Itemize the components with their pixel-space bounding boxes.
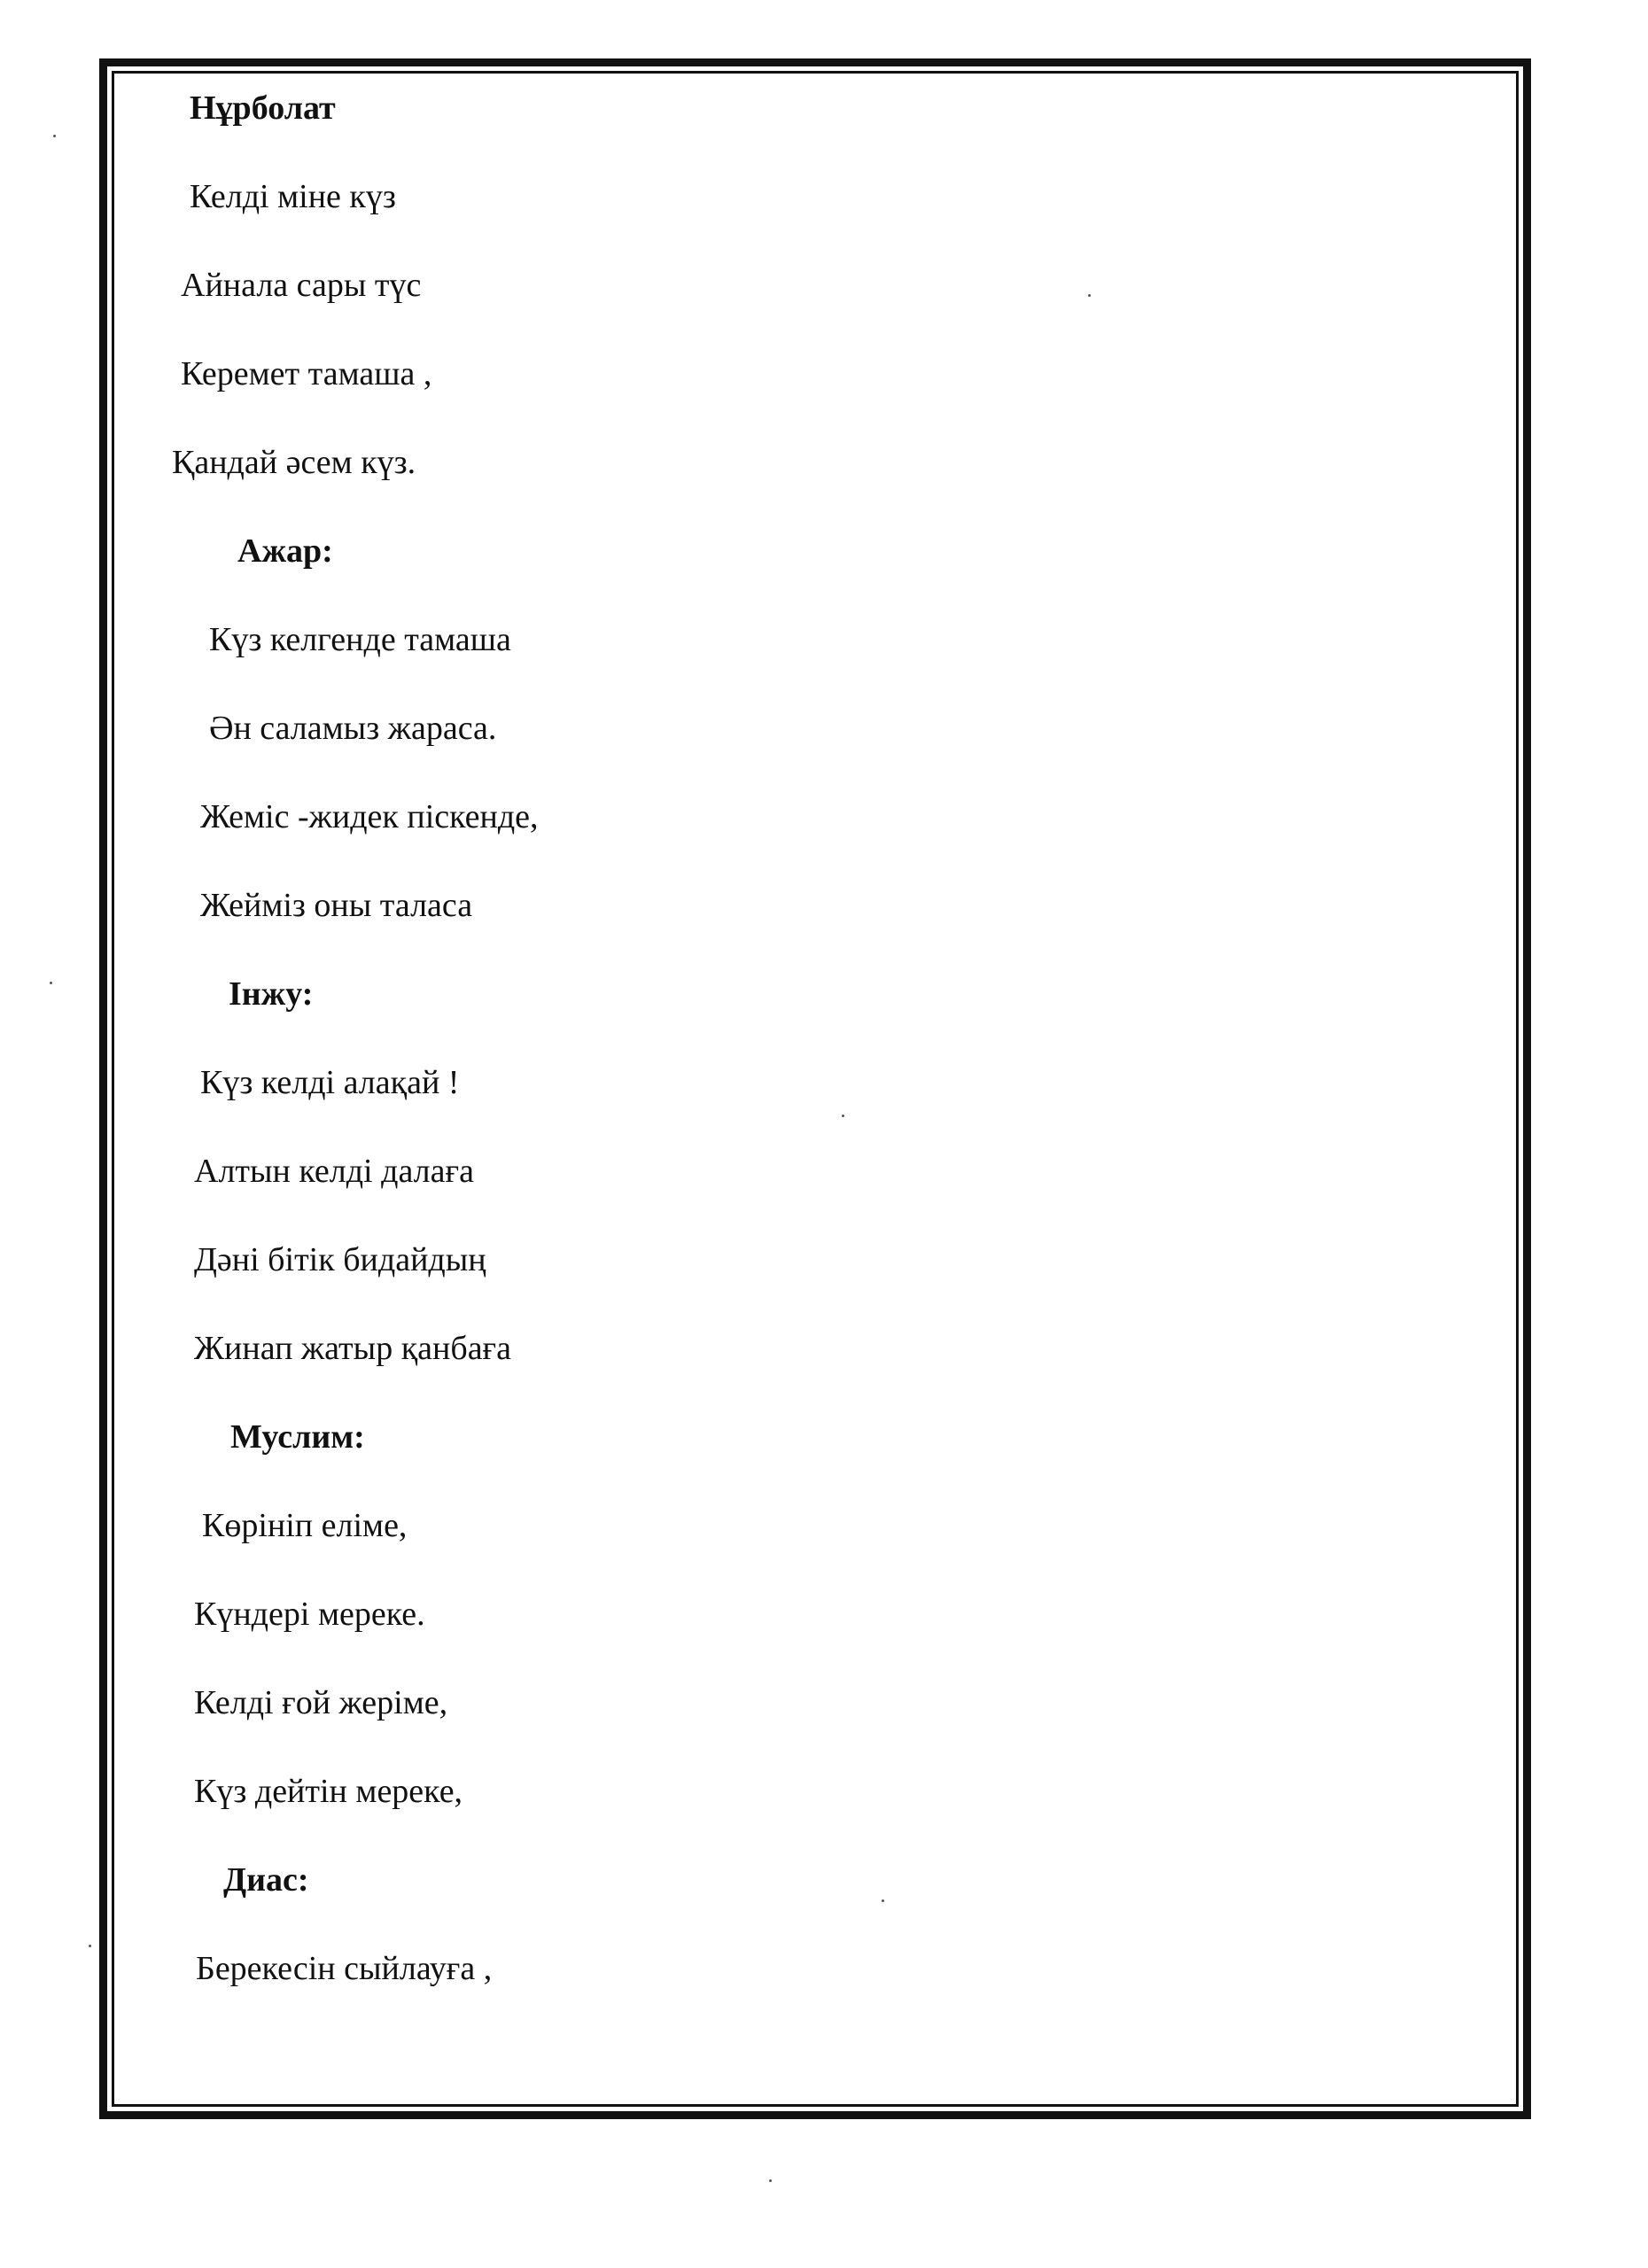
poem-line: Жеміс -жидек піскенде,: [200, 798, 539, 835]
scan-speck: [89, 1945, 91, 1947]
scan-speck: [882, 1899, 884, 1902]
poem-line: Келді ғой жеріме,: [194, 1684, 448, 1721]
speaker-name: Ажар:: [237, 532, 333, 570]
speaker-name: Нұрболат: [190, 89, 336, 127]
scan-speck: [1088, 294, 1091, 297]
poem-line: Берекесін сыйлауға ,: [196, 1950, 493, 1987]
poem-line: Көрініп еліме,: [202, 1507, 408, 1544]
scan-speck: [53, 135, 56, 137]
poem-line: Күз дейтін мереке,: [194, 1773, 463, 1810]
poem-line: Жинап жатыр қанбаға: [194, 1330, 512, 1367]
scan-speck: [50, 982, 52, 984]
poem-line: Келді міне күз: [190, 178, 396, 215]
scan-speck: [842, 1115, 844, 1117]
poem-line: Дәні бітік бидайдың: [194, 1241, 486, 1278]
poem-line: Қандай әсем күз.: [172, 444, 416, 481]
speaker-name: Інжу:: [229, 975, 314, 1013]
poem-line: Күз келді алақай !: [200, 1064, 460, 1101]
poem-line: Жейміз оны таласа: [200, 887, 473, 924]
poem-line: Алтын келді далаға: [194, 1153, 474, 1190]
scan-speck: [769, 2179, 772, 2182]
poem-line: Күндері мереке.: [194, 1596, 425, 1633]
poem-line: Ән саламыз жараса.: [209, 710, 497, 747]
poem-line: Айнала сары түс: [181, 267, 422, 304]
poem-line: Керемет тамаша ,: [181, 355, 432, 392]
poem-line: Күз келгенде тамаша: [209, 621, 511, 658]
speaker-name: Муслим:: [230, 1418, 365, 1456]
speaker-name: Диас:: [223, 1861, 309, 1899]
